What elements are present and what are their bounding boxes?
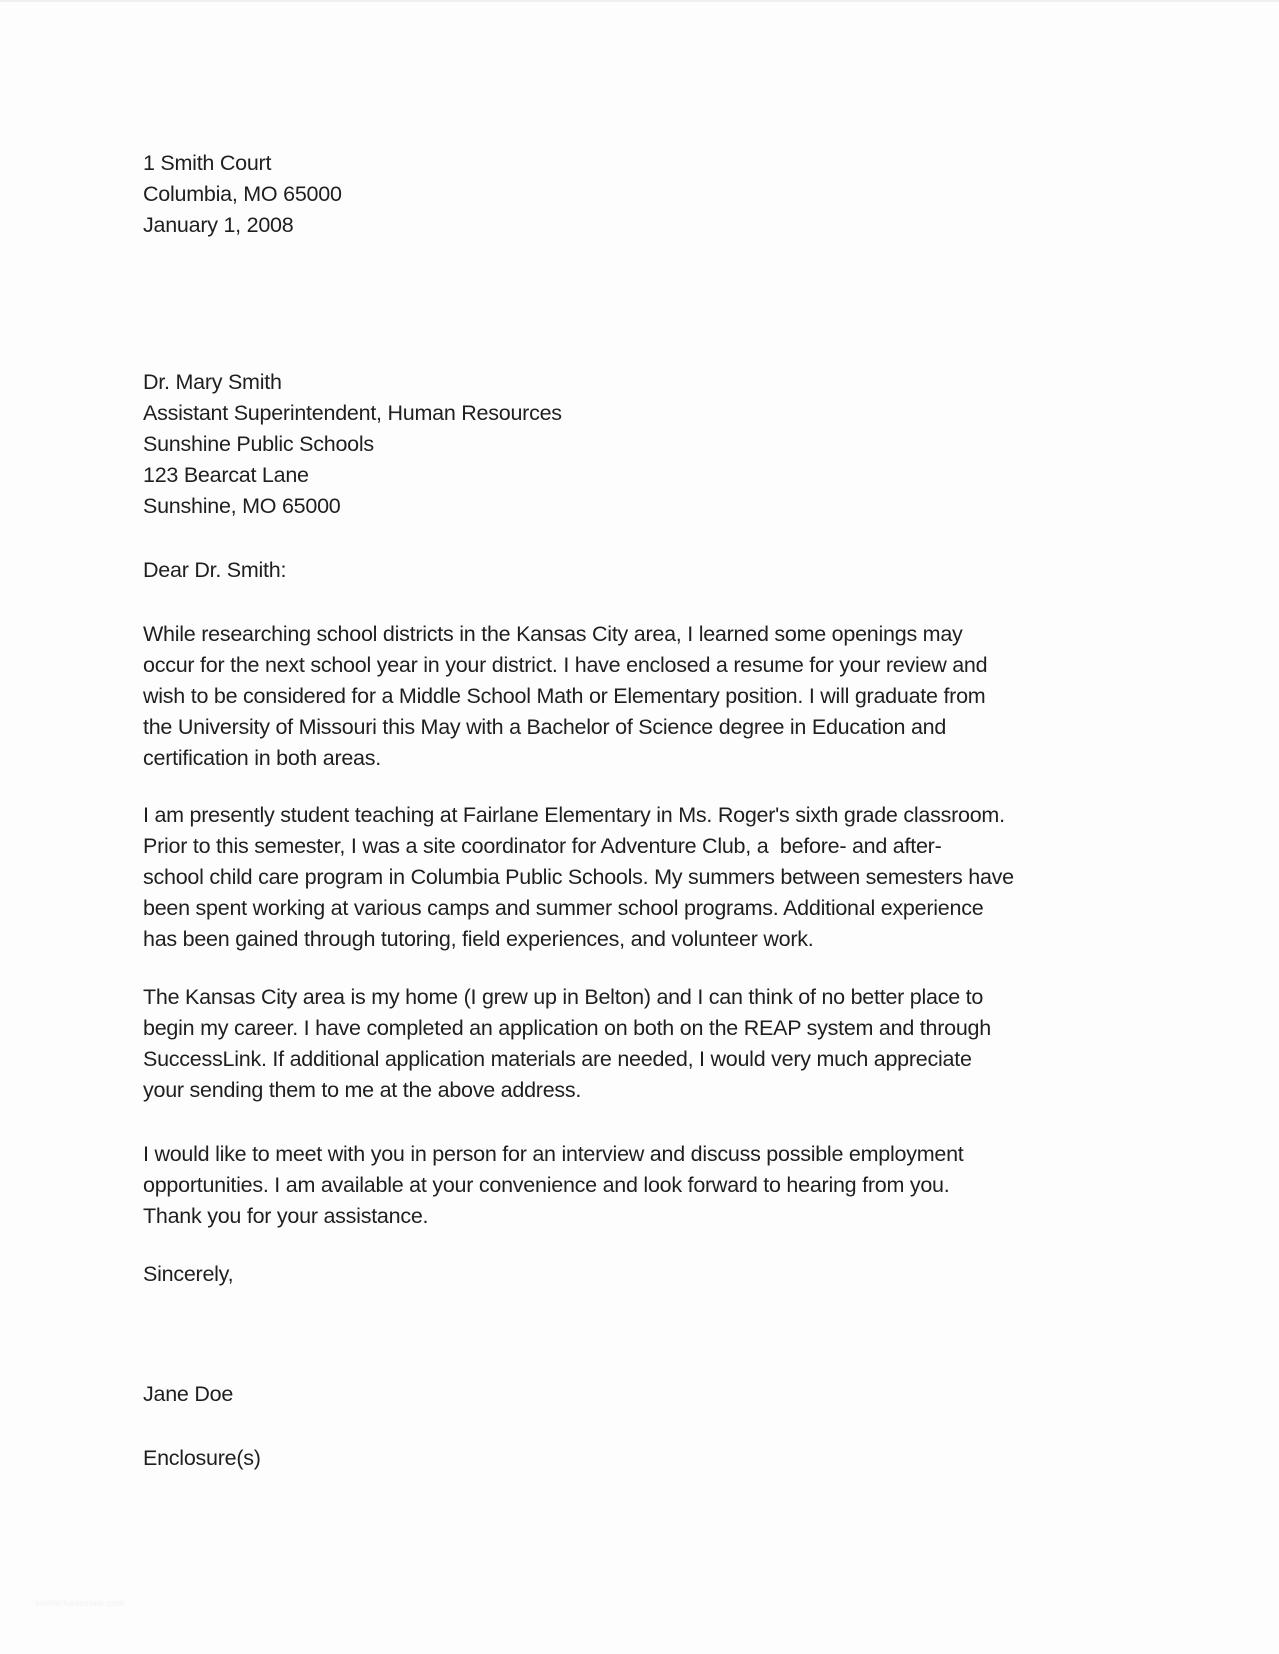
paragraph-line: The Kansas City area is my home (I grew up in Belton) and I can think of no better place to (143, 985, 984, 1009)
sender-address-line: Columbia, MO 65000 (143, 182, 342, 206)
paragraph-line: your sending them to me at the above address. (143, 1078, 582, 1102)
closing-line: Sincerely, (143, 1262, 234, 1286)
sender-address-line: 1 Smith Court (143, 151, 272, 175)
paragraph-line: been spent working at various camps and summer school programs. Additional experience (143, 896, 984, 920)
salutation-line: Dear Dr. Smith: (143, 558, 287, 582)
enclosure-note-line: Enclosure(s) (143, 1446, 261, 1470)
enclosure-note (143, 1443, 1203, 1474)
recipient-name: Dr. Mary Smith (143, 370, 282, 394)
paragraph-line: SuccessLink. If additional application materials are needed, I would very much appreciate (143, 1047, 972, 1071)
salutation (143, 555, 1203, 586)
paragraph-line: I am presently student teaching at Fairlane Elementary in Ms. Roger's sixth grade classroom. (143, 803, 1005, 827)
recipient-address-block (143, 367, 1203, 522)
paragraph-line: occur for the next school year in your district. I have enclosed a resume for your review and (143, 653, 988, 677)
body-paragraph (143, 619, 1203, 774)
paragraph-line: opportunities. I am available at your convenience and look forward to hearing from you. (143, 1173, 950, 1197)
date-line: January 1, 2008 (143, 213, 294, 237)
recipient-street: 123 Bearcat Lane (143, 463, 309, 487)
paragraph-line: I would like to meet with you in person for an interview and discuss possible employment (143, 1142, 964, 1166)
sender-address-block (143, 148, 1203, 241)
paragraph-line: certification in both areas. (143, 746, 381, 770)
paragraph-line: Thank you for your assistance. (143, 1204, 429, 1228)
paragraph-line: While researching school districts in the Kansas City area, I learned some openings may (143, 622, 963, 646)
recipient-city: Sunshine, MO 65000 (143, 494, 341, 518)
signature-name (143, 1379, 1203, 1410)
signature-name-line: Jane Doe (143, 1382, 234, 1406)
closing (143, 1259, 1203, 1290)
paragraph-line: has been gained through tutoring, field experiences, and volunteer work. (143, 927, 814, 951)
body-paragraph (143, 1139, 1203, 1232)
body-paragraph (143, 800, 1203, 955)
recipient-title: Assistant Superintendent, Human Resources (143, 401, 562, 425)
paragraph-line: begin my career. I have completed an application on both on the REAP system and through (143, 1016, 991, 1040)
paragraph-line: school child care program in Columbia Public Schools. My summers between semesters have (143, 865, 1014, 889)
paragraph-line: Prior to this semester, I was a site coordinator for Adventure Club, a before- and after- (143, 834, 942, 858)
paragraph-line: the University of Missouri this May with a Bachelor of Science degree in Education and (143, 715, 947, 739)
body-paragraph (143, 982, 1203, 1106)
letter-body (143, 148, 1203, 1474)
paragraph-line: wish to be considered for a Middle School Math or Elementary position. I will graduate from (143, 684, 986, 708)
watermark-text: smithchavezlaw.com (35, 1598, 125, 1608)
recipient-organization: Sunshine Public Schools (143, 432, 374, 456)
